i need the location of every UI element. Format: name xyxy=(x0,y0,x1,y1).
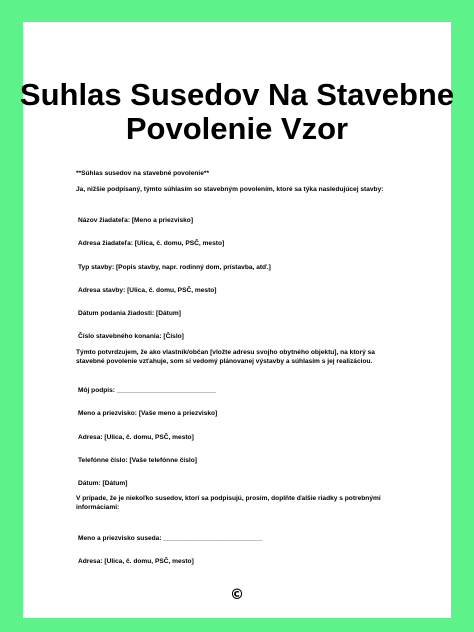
signature-line: Môj podpis: ___________________________ xyxy=(78,387,216,394)
more-neighbors-paragraph: V prípade, že je niekoľko susedov, ktorí sa podpisujú, prosím, doplňte ďalšie riadky s potrebnými informáciami: xyxy=(76,495,381,511)
applicant-address-field: Adresa žiadateľa: [Ulica, č. domu, PSČ, mesto] xyxy=(78,240,225,247)
copyright-icon: © xyxy=(230,587,244,603)
my-date-field: Dátum: [Dátum] xyxy=(78,480,128,487)
page-title xyxy=(0,78,474,146)
title-line-1: Suhlas Susedov Na Stavebne xyxy=(19,77,455,112)
my-name-field: Meno a priezvisko: [Vaše meno a priezvisko] xyxy=(78,410,218,417)
application-date-field: Dátum podania žiadosti: [Dátum] xyxy=(78,310,181,317)
building-type-field: Typ stavby: [Popis stavby, napr. rodinný dom, prístavba, atď.] xyxy=(78,264,271,271)
building-address-field: Adresa stavby: [Ulica, č. domu, PSČ, mesto] xyxy=(78,287,217,294)
title-line-2: Povolenie Vzor xyxy=(125,111,349,146)
applicant-name-field: Názov žiadateľa: [Meno a priezvisko] xyxy=(78,217,194,224)
neighbor-name-field: Meno a priezvisko suseda: ___________________________ xyxy=(78,535,263,542)
permit-number-field: Číslo stavebného konania: [Číslo] xyxy=(78,333,184,340)
my-phone-field: Telefónne číslo: [Vaše telefónne číslo] xyxy=(78,457,197,464)
document-heading: **Súhlas susedov na stavebné povolenie** xyxy=(76,170,210,177)
my-address-field: Adresa: [Ulica, č. domu, PSČ, mesto] xyxy=(78,434,194,441)
intro-paragraph: Ja, nižšie podpísaný, týmto súhlasím so stavebným povolením, ktoré sa týka nasledujúcej stavby: xyxy=(76,186,384,193)
neighbor-address-field: Adresa: [Ulica, č. domu, PSČ, mesto] xyxy=(78,558,194,565)
confirmation-paragraph: Týmto potvrdzujem, že ako vlastník/občan [vložte adresu svojho obytného objektu], na ktorý sa stavebné povolenie vzťahuje, som si vedomý plánovanej výstavby a súhlasím s jej realizáciou. xyxy=(76,349,375,365)
